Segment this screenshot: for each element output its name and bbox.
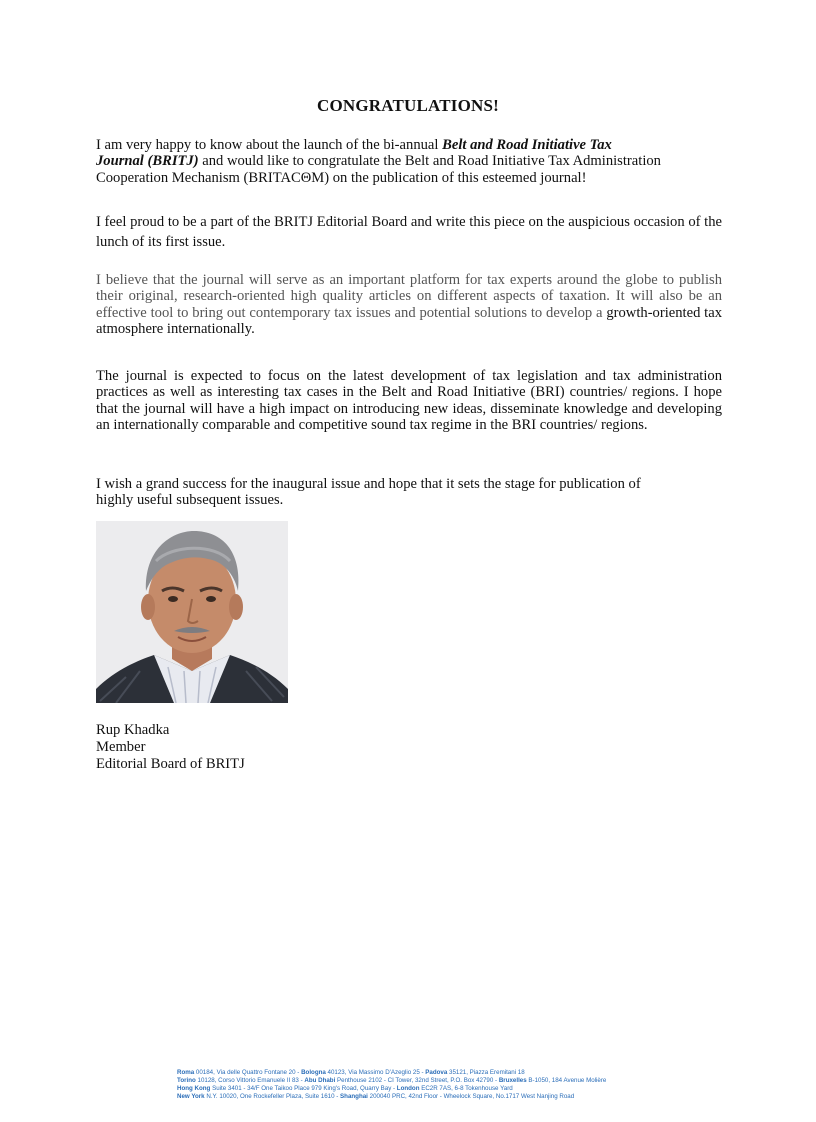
- office-city: Torino: [177, 1077, 196, 1084]
- paragraph-intro: [96, 137, 722, 186]
- footer-line-1: [177, 1069, 737, 1077]
- office-address: B-1050, 184 Avenue Molière: [526, 1077, 607, 1084]
- office-address: 10128, Corso Vittorio Emanuele II 83 -: [195, 1077, 305, 1084]
- intro-text-end: Cooperation Mechanism (BRITACΘM) on the publication of this esteemed journal!: [96, 169, 587, 186]
- office-city: Roma: [177, 1069, 195, 1076]
- office-city: Padova: [425, 1069, 448, 1076]
- signatory-role: Member: [96, 739, 146, 755]
- intro-text-start: I am very happy to know about the launch of the bi-annual: [96, 137, 443, 153]
- footer-line-4: [177, 1093, 737, 1101]
- intro-text-middle: and would like to congratulate the Belt and Road Initiative Tax Administration: [198, 153, 661, 170]
- signatory-organization: Editorial Board of BRITJ: [96, 756, 245, 772]
- office-city: London: [396, 1085, 420, 1092]
- office-address: Suite 3401 - 34/F One Taikoo Place 979 King's Road, Quarry Bay -: [210, 1085, 397, 1092]
- wish-line1: I wish a grand success for the inaugural issue and hope that it sets the stage for publication of: [96, 476, 641, 492]
- office-address: 35121, Piazza Eremitani 18: [447, 1069, 525, 1076]
- office-city: Bruxelles: [498, 1077, 527, 1084]
- office-address: 200040 PRC, 42nd Floor - Wheelock Square, No.1717 West Nanjing Road: [367, 1093, 575, 1100]
- paragraph-platform: [96, 272, 722, 338]
- journal-name-line1: Belt and Road Initiative Tax: [442, 137, 612, 153]
- office-city: Abu Dhabi: [304, 1077, 336, 1084]
- paragraph-editorial-board: I feel proud to be a part of the BRITJ Editorial Board and write this piece on the auspicious occasion of the lunch of its first issue.: [96, 214, 722, 250]
- office-city: Bologna: [301, 1069, 326, 1076]
- footer-line-2: [177, 1077, 737, 1085]
- platform-text-end: growth-oriented tax atmosphere internationally.: [96, 304, 723, 338]
- letter-title: CONGRATULATIONS!: [316, 96, 500, 115]
- office-address: 00184, Via delle Quattro Fontane 20 -: [194, 1069, 302, 1076]
- author-portrait: [96, 521, 288, 703]
- office-city: Hong Kong: [177, 1085, 211, 1092]
- office-address: EC2R 7AS, 6-8 Tokenhouse Yard: [419, 1085, 513, 1092]
- signature-block: [96, 722, 245, 773]
- paragraph-focus: The journal is expected to focus on the latest development of tax legislation and tax administration practices as well as interesting tax cases in the Belt and Road Initiative (BRI) countries/ regions. I hope that the journal will have a high impact on introducing new ideas, disseminate knowledge and developing an internationally comparable and competitive sound tax regime in the BRI countries/ regions.: [96, 368, 722, 434]
- office-address: Penthouse 2102 - CI Tower, 32nd Street, P.O. Box 42790 -: [335, 1077, 499, 1084]
- signatory-name: Rup Khadka: [96, 722, 170, 738]
- paragraph-wish: [96, 476, 722, 509]
- office-city: New York: [177, 1093, 205, 1100]
- footer-line-3: [177, 1085, 737, 1093]
- footer-office-addresses: [177, 1069, 737, 1101]
- wish-line2: highly useful subsequent issues.: [96, 492, 284, 509]
- office-address: N.Y. 10020, One Rockefeller Plaza, Suite 1610 -: [204, 1093, 341, 1100]
- journal-name-line2: Journal (BRITJ): [96, 153, 199, 170]
- office-city: Shanghai: [340, 1093, 368, 1100]
- office-address: 40123, Via Massimo D'Azeglio 25 -: [325, 1069, 426, 1076]
- platform-text: I believe that the journal will serve as an important platform for tax experts around the globe to publish their original, research-oriented high quality articles on different aspects of taxation. It will also be an effective tool to bring out contemporary tax issues and potential solutions to develop a: [96, 272, 722, 321]
